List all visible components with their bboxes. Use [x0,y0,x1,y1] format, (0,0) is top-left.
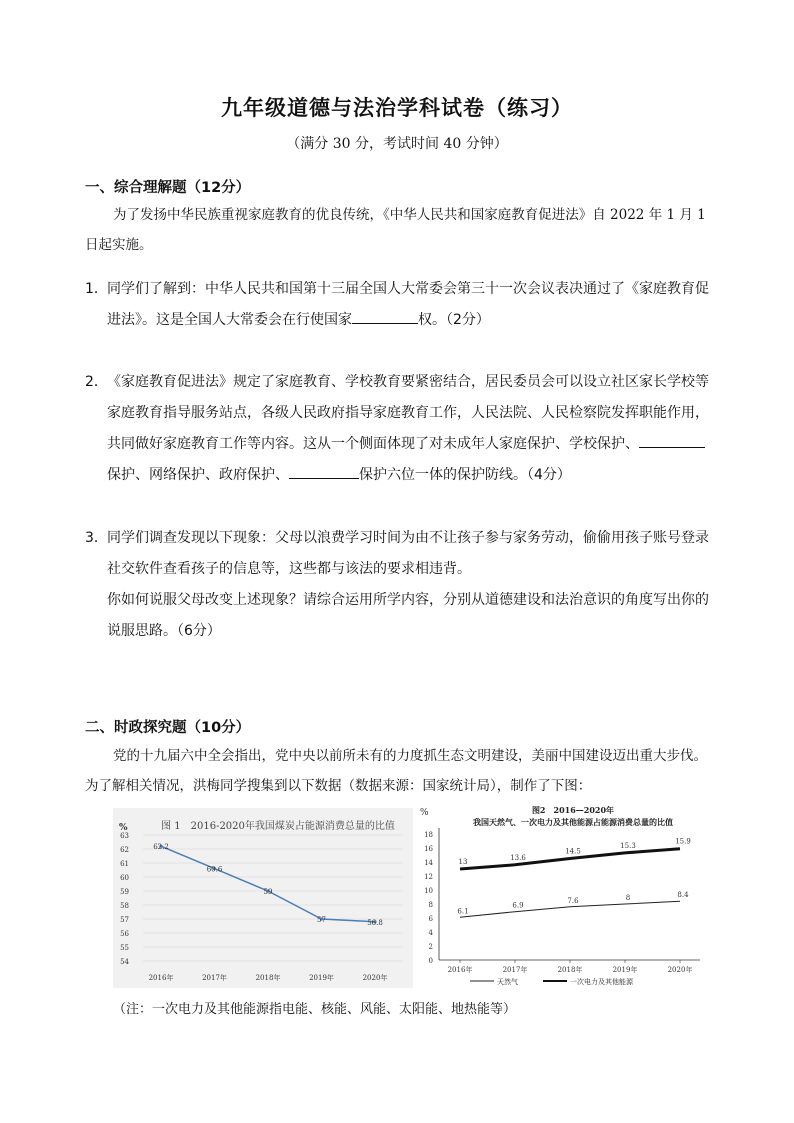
chart-2-svg [418,804,704,987]
chart-2-xtick: 2019年 [612,966,638,974]
chart-2-data-label-primary-electricity: 14.5 [565,847,581,856]
chart-1-ytick: 63 [120,832,129,840]
question-text: 同学们调查发现以下现象：父母以浪费学习时间为由不让孩子参与家务劳动，偷偷用孩子账号登录社交软件查看孩子的信息等，这些都与该法的要求相违背。 [107,530,709,577]
chart-2-data-label-primary-electricity: 15.3 [620,841,636,850]
chart-2-xtick: 2020年 [667,966,693,974]
question-number: 2． [85,374,108,390]
chart-2-data-label-natural-gas: 6.1 [457,907,469,916]
chart-2-xtick: 2018年 [557,966,583,974]
chart-2-xtick: 2017年 [502,966,528,974]
chart-2-ytick: 14 [424,859,433,867]
chart-2-ytick: 10 [424,887,433,895]
question-body [107,523,713,647]
answer-blank[interactable] [352,308,418,324]
chart-1-title: 图 1 2016-2020年我国煤炭占能源消费总量的比值 [161,821,395,832]
page-subtitle: （满分 30 分，考试时间 40 分钟） [286,136,508,152]
answer-blank[interactable] [289,463,359,479]
section2-heading: 二、时政探究题（10分） [85,720,251,736]
chart-2 [418,804,704,987]
chart-1-ylabel: % [119,823,128,833]
chart-1-ytick: 54 [120,958,129,966]
chart-2-xtick: 2016年 [447,966,473,974]
chart-2-ytick: 8 [428,901,433,909]
question-text: 保护、网络保护、政府保护、 [107,467,289,483]
chart-2-data-label-natural-gas: 7.6 [567,896,579,905]
section2-intro: 党的十九届六中全会指出，党中央以前所未有的力度抓生态文明建设，美丽中国建设迈出重大步伐。为了解相关情况，洪梅同学搜集到以下数据（数据来源：国家统计局），制作了下图： [85,748,707,794]
chart-1-data-label: 60.6 [206,865,223,874]
chart-2-data-label-primary-electricity: 13 [458,858,468,866]
chart-1-xtick: 2017年 [202,974,227,982]
chart-1-xtick: 2020年 [362,974,388,982]
chart-1-xtick: 2019年 [309,974,334,982]
chart-1-ytick: 56 [120,930,129,938]
chart-1-ytick: 62 [120,846,129,854]
chart-1-ytick: 60 [120,874,129,882]
question-2 [85,367,713,491]
question-text: 《家庭教育促进法》规定了家庭教育、学校教育要紧密结合，居民委员会可以设立社区家长学校等家庭教育指导服务站点，各级人民政府指导家庭教育工作，人民法院、人民检察院发挥职能作用，共同做好家庭教育工作等内容。这从一个侧面体现了对未成年人家庭保护、学校保护、 [107,374,709,452]
chart-2-ytick: 0 [428,957,433,965]
answer-blank[interactable] [639,432,705,448]
chart-2-data-label-natural-gas: 8 [625,894,631,902]
chart-2-data-label-natural-gas: 6.9 [512,901,524,910]
legend-label-natural-gas: 天然气 [497,978,518,986]
chart-1-data-label: 59 [263,888,273,896]
chart-2-ytick: 18 [424,831,433,839]
chart-2-title-line1: 图2 2016—2020年 [531,805,615,815]
chart-1-xtick: 2018年 [255,974,281,982]
question-text: 你如何说服父母改变上述现象？请综合运用所学内容，分别从道德建设和法治意识的角度写出你的说服思路。（6分） [107,592,709,639]
page-title: 九年级道德与法治学科试卷（练习） [221,96,573,120]
question-body [107,274,713,336]
chart-1-svg [113,808,413,988]
chart-2-ylabel: % [420,808,429,818]
question-body [107,367,713,491]
chart-2-data-label-primary-electricity: 13.6 [510,853,526,862]
chart-2-ytick: 16 [424,845,433,853]
chart-1-ytick: 61 [120,860,129,868]
chart-1-series-line [161,846,375,922]
legend-label-primary-electricity: 一次电力及其他能源 [570,978,633,986]
question-1 [85,274,713,336]
chart-1-ytick: 55 [120,944,129,952]
chart-2-ytick: 6 [428,915,433,923]
question-text: 权。（2分） [418,312,490,328]
question-number: 1． [85,281,108,297]
question-text: 保护六位一体的保护防线。（4分） [359,467,571,483]
chart-footnote: （注：一次电力及其他能源指电能、核能、风能、太阳能、地热能等） [113,1002,517,1017]
chart-1-ytick: 59 [120,888,129,896]
chart-1-ytick: 57 [120,916,129,924]
chart-2-data-label-natural-gas: 8.4 [677,891,689,900]
chart-1-xtick: 2016年 [148,974,174,982]
chart-2-ytick: 12 [424,873,433,881]
chart-1-ytick: 58 [120,902,129,910]
chart-2-data-label-primary-electricity: 15.9 [675,837,691,846]
question-number: 3． [85,530,108,546]
chart-1-data-label: 56.8 [367,918,383,927]
chart-1-data-label: 62.2 [153,843,169,852]
chart-2-ytick: 2 [428,943,433,951]
chart-2-title-line2: 我国天然气、一次电力及其他能源占能源消费总量的比值 [473,817,673,827]
section1-heading: 一、综合理解题（12分） [85,180,251,196]
chart-2-ytick: 4 [428,929,433,937]
chart-1 [113,808,413,988]
chart-1-data-label: 57 [317,916,326,924]
question-3 [85,523,713,647]
question-text: 同学们了解到：中华人民共和国第十三届全国人大常委会第三十一次会议表决通过了《家庭教育促进法》。这是全国人大常委会在行使国家 [107,281,709,328]
section1-intro: 为了发扬中华民族重视家庭教育的优良传统，《中华人民共和国家庭教育促进法》自 2022 年 1 月 1 日起实施。 [85,207,706,253]
